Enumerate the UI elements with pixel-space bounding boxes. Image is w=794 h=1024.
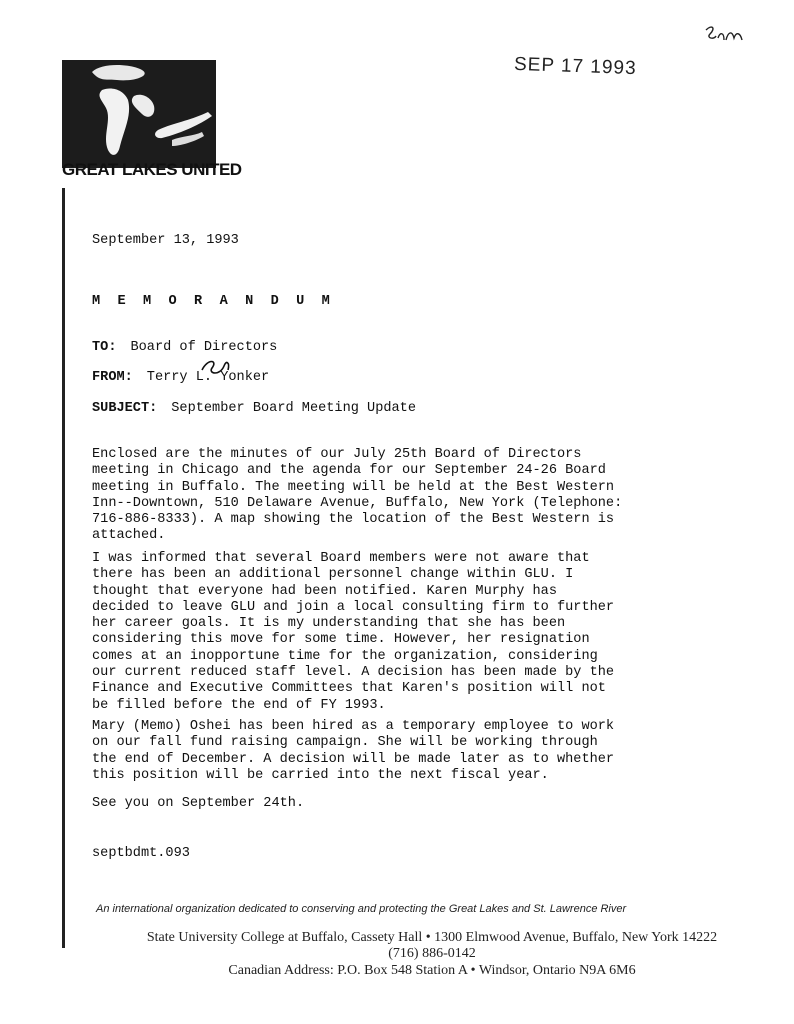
left-margin-rule <box>62 188 65 948</box>
great-lakes-map-icon <box>62 60 216 168</box>
body-paragraph-2 <box>92 551 702 714</box>
memo-date: September 13, 1993 <box>92 233 239 248</box>
address-line: State University College at Buffalo, Cassety Hall • 1300 Elmwood Avenue, Buffalo, New York 14222 <box>146 930 718 945</box>
paragraph-text: See you on September 24th. <box>92 796 305 811</box>
phone-number: (716) 886-0142 <box>388 946 476 961</box>
from-label: FROM: <box>92 370 133 385</box>
paragraph-text: Enclosed are the minutes of our July 25th Board of Directors meeting in Chicago and the agenda for our September 24-26 Board meeting in Buffalo. The meeting will be held at the Best Western Inn--Downtown, 510 Delaware Avenue, Buffalo, New York (Telephone: 716-886-8333). A map showing the location of the Best Western is attached. <box>92 447 623 544</box>
subject-label: SUBJECT: <box>92 401 158 416</box>
received-date-stamp: SEP 17 1993 <box>513 53 637 80</box>
to-label: TO: <box>92 340 117 355</box>
paragraph-text: I was informed that several Board members were not aware that there has been an additional personnel change within GLU. I thought that everyone had been notified. Karen Murphy has decided to leave GLU and join a local consulting firm to further her career goals. It is my understanding that she has been considering this move for some time. However, her resignation comes at an inopportune time for the organization, considering our current reduced staff level. A decision has been made by the Finance and Executive Committees that Karen's position will not be filled before the end of FY 1993. <box>92 551 615 713</box>
handwritten-initials-icon <box>700 22 748 52</box>
paragraph-text: Mary (Memo) Oshei has been hired as a temporary employee to work on our fall fund raising campaign. She will be working through the end of December. A decision will be made later as to whether this position will be carried into the next fiscal year. <box>92 719 615 783</box>
to-value: Board of Directors <box>130 340 278 355</box>
from-value: Terry L. Yonker <box>146 370 270 385</box>
logo-image <box>62 60 216 168</box>
subject-value: September Board Meeting Update <box>171 401 416 416</box>
body-paragraph-1 <box>92 447 702 545</box>
subject-field <box>92 401 416 416</box>
organization-tagline: An international organization dedicated to conserving and protecting the Great Lakes and St. Lawrence River <box>96 903 627 915</box>
to-field <box>92 340 277 355</box>
signature-initials-icon <box>198 356 234 382</box>
memo-title: M E M O R A N D U M <box>92 294 335 309</box>
document-filename: septbdmt.093 <box>92 846 190 861</box>
closing-line <box>92 796 702 812</box>
from-field <box>92 370 269 385</box>
canadian-address: Canadian Address: P.O. Box 548 Station A • Windsor, Ontario N9A 6M6 <box>228 963 636 978</box>
body-paragraph-3 <box>92 719 702 784</box>
organization-logo-text: GREAT LAKES UNITED <box>62 160 242 179</box>
